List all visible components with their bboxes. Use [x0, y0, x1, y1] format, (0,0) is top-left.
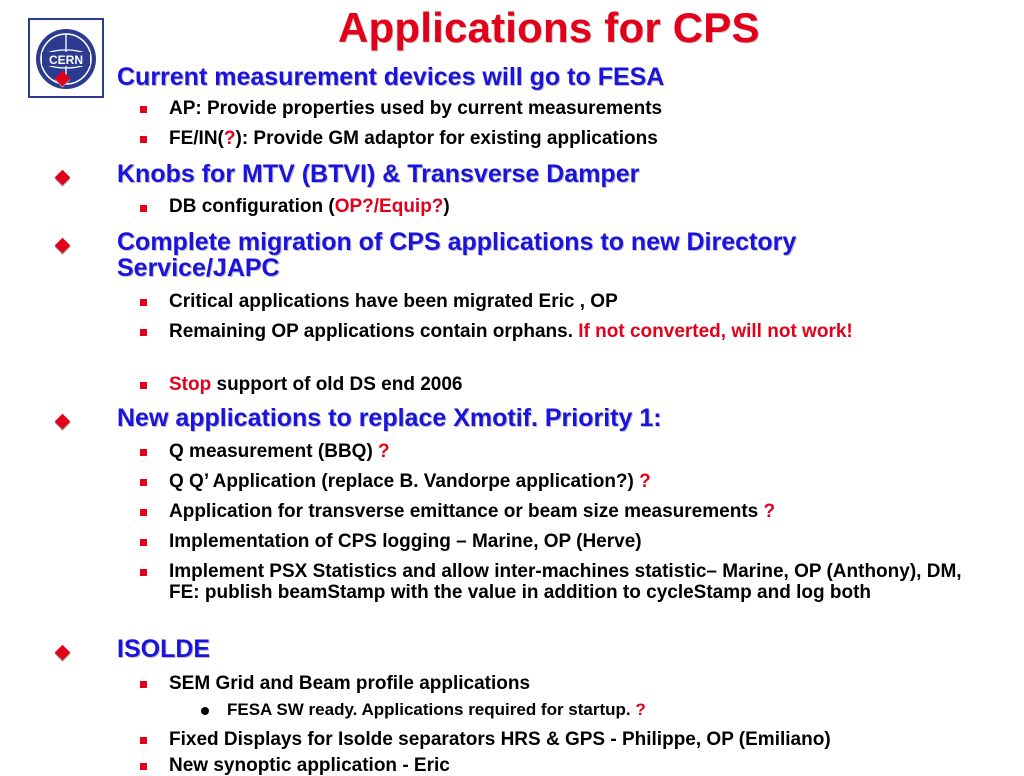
cern-logo-icon: [28, 18, 104, 98]
section-heading: Knobs for MTV (BTVI) & Transverse Damper: [117, 160, 640, 188]
page-title: Applications for CPS: [338, 4, 760, 51]
square-bullet-icon: [140, 509, 147, 516]
sub-list-item: FESA SW ready. Applications required for startup. ?: [227, 700, 646, 719]
list-item: DB configuration (OP?/Equip?): [169, 196, 450, 217]
diamond-bullet-icon: [55, 170, 71, 186]
square-bullet-icon: [140, 539, 147, 546]
list-item: Fixed Displays for Isolde separators HRS & GPS - Philippe, OP (Emiliano): [169, 729, 831, 750]
square-bullet-icon: [140, 106, 147, 113]
diamond-bullet-icon: [55, 238, 71, 254]
list-item: Implement PSX Statistics and allow inter-machines statistic– Marine, OP (Anthony), DM, FE: publish beamStamp with the value in addition to cycleStamp and log both: [169, 561, 962, 603]
list-item: Application for transverse emittance or beam size measurements ?: [169, 501, 776, 522]
list-item: AP: Provide properties used by current measurements: [169, 98, 663, 119]
square-bullet-icon: [140, 449, 147, 456]
dot-bullet-icon: [201, 707, 209, 715]
square-bullet-icon: [140, 382, 147, 389]
square-bullet-icon: [140, 763, 147, 770]
square-bullet-icon: [140, 569, 147, 576]
square-bullet-icon: [140, 205, 147, 212]
svg-text:CERN: CERN: [48, 53, 84, 67]
diamond-bullet-icon: [55, 414, 71, 430]
square-bullet-icon: [140, 681, 147, 688]
section-heading: Current measurement devices will go to FESA: [117, 63, 665, 91]
diamond-bullet-icon: [55, 645, 71, 661]
square-bullet-icon: [140, 329, 147, 336]
section-heading: ISOLDE: [117, 635, 211, 663]
square-bullet-icon: [140, 737, 147, 744]
section-heading: Complete migration of CPS applications to new Directory Service/JAPC: [117, 228, 797, 282]
list-item: Q measurement (BBQ) ?: [169, 441, 390, 462]
cern-logo: [28, 18, 104, 98]
square-bullet-icon: [140, 479, 147, 486]
square-bullet-icon: [140, 136, 147, 143]
section-heading: New applications to replace Xmotif. Priority 1:: [117, 404, 662, 432]
list-item: Stop support of old DS end 2006: [169, 374, 463, 395]
square-bullet-icon: [140, 299, 147, 306]
list-item: SEM Grid and Beam profile applications: [169, 673, 531, 694]
list-item: FE/IN(?): Provide GM adaptor for existing applications: [169, 128, 658, 149]
list-item: Q Q’ Application (replace B. Vandorpe application?) ?: [169, 471, 651, 492]
list-item: Remaining OP applications contain orphans. If not converted, will not work!: [169, 321, 853, 342]
list-item: Critical applications have been migrated Eric , OP: [169, 291, 618, 312]
list-item: New synoptic application - Eric: [169, 755, 450, 776]
list-item: Implementation of CPS logging – Marine, OP (Herve): [169, 531, 642, 552]
